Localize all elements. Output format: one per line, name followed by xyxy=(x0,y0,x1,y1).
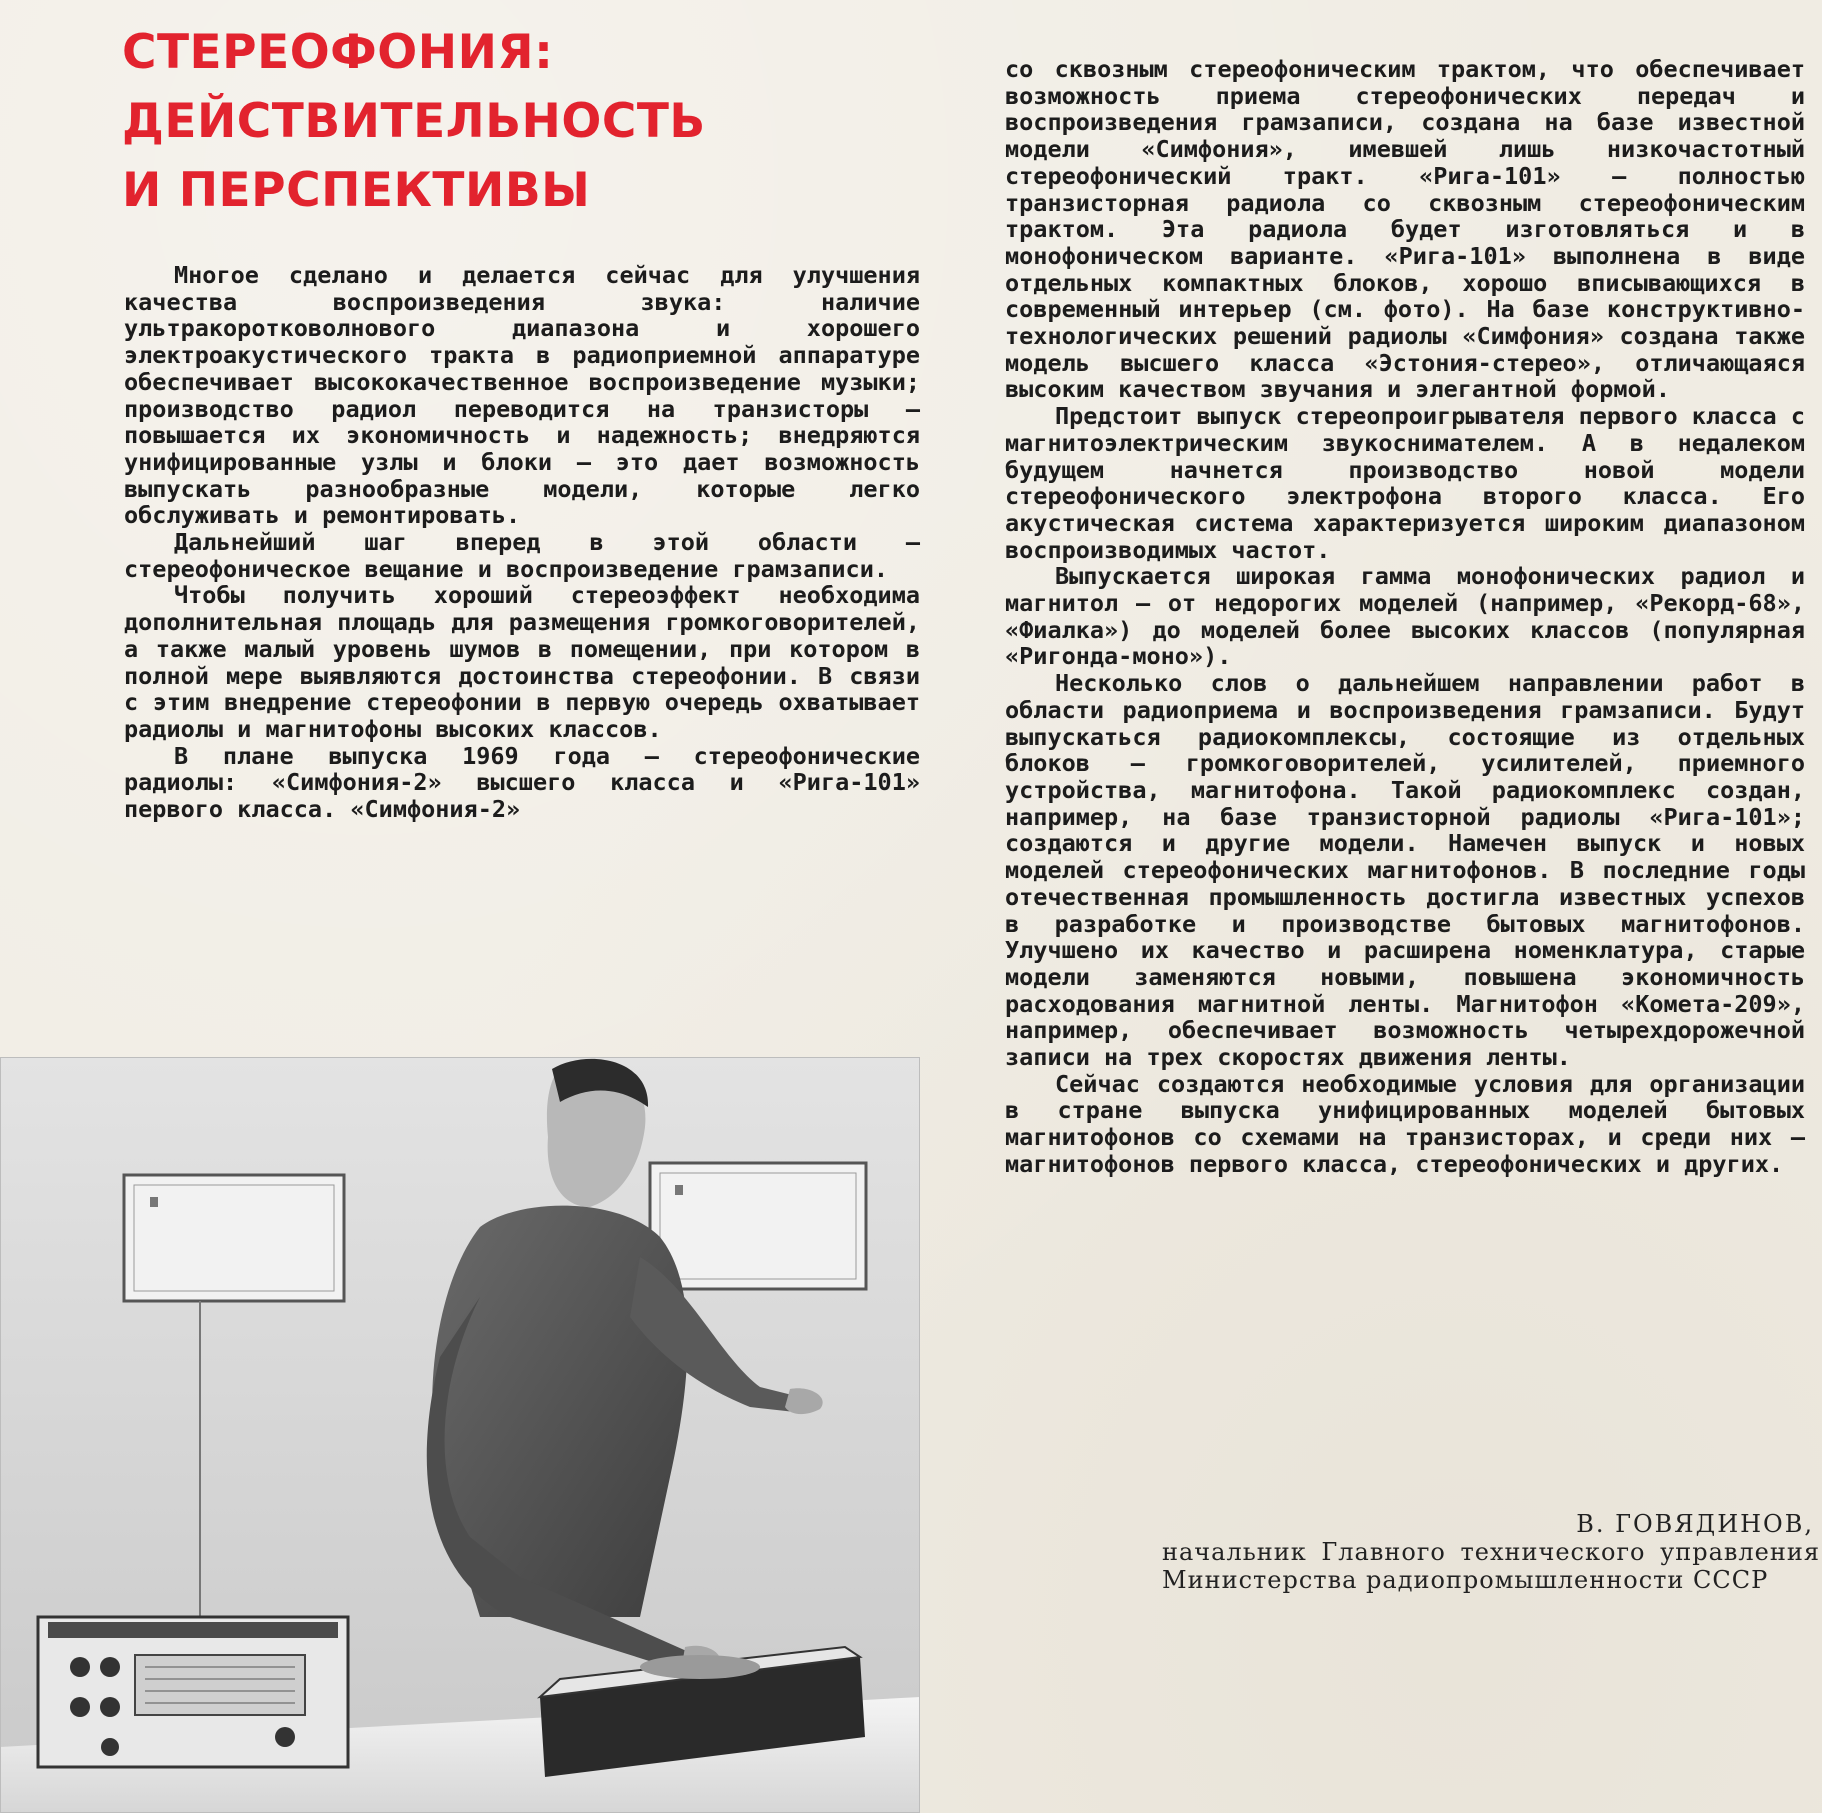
right-paragraph-3: Выпускается широкая гамма монофонических радиол и магнитол — от недорогих моделей (например, «Рекорд-68», «Фиалка») до моделей более высоких классов (популярная «Ригонда-моно»). xyxy=(1005,562,1805,671)
left-paragraph-3: Чтобы получить хороший стереоэффект необходима дополнительная площадь для размещения громкоговорителей, а также малый уровень шумов в помещении, при котором в полной мере выявляются достоинства стереофонии. В связи с этим внедрение стереофонии в первую очередь охватывает радиолы и магнитофоны высоких классов. xyxy=(124,581,920,743)
photo-illustration xyxy=(0,1057,920,1813)
right-paragraph-2: Предстоит выпуск стереопроигрывателя первого класса с магнитоэлектрическим звукоснимателем. А в недалеком будущем начнется производство новой модели стереофонического электрофона второго класса. Его акустическая система характеризуется широким диапазоном воспроизводимых частот. xyxy=(1005,402,1805,564)
left-text-column xyxy=(124,262,920,823)
radiola-unit xyxy=(38,1617,348,1767)
title-line-2: ДЕЙСТВИТЕЛЬНОСТЬ xyxy=(122,94,706,149)
right-paragraph-5: Сейчас создаются необходимые условия для организации в стране выпуска унифицированных моделей бытовых магнитофонов со схемами на транзисторах, и среди них — магнитофонов первого класса, стереофонических и других. xyxy=(1005,1069,1805,1178)
author-signature xyxy=(1100,1510,1820,1594)
right-paragraph-4: Несколько слов о дальнейшем направлении работ в области радиоприема и воспроизведения грамзаписи. Будут выпускаться радиокомплексы, состоящие из отдельных блоков — громкоговорителей, усилителей, приемного устройства, магнитофона. Такой радиокомплекс создан, например, на базе транзисторной радиолы «Рига-101»; создаются и другие модели. Намечен выпуск и новых моделей стереофонических магнитофонов. В последние годы отечественная промышленность достигла известных успехов в разработке и производстве бытовых магнитофонов. Улучшено их качество и расширена номенклатура, старые модели заменяются новыми, повышена экономичность расходования магнитной ленты. Магнитофон «Комета-209», например, обеспечивает возможность четырехдорожечной записи на трех скоростях движения ленты. xyxy=(1005,669,1805,1072)
right-text-column xyxy=(1005,56,1805,1178)
author-name: В. ГОВЯДИНОВ, xyxy=(1576,1510,1814,1538)
left-paragraph-2: Дальнейший шаг вперед в этой области — стереофоническое вещание и воспроизведение грамзаписи. xyxy=(124,528,920,583)
left-paragraph-1: Многое сделано и делается сейчас для улучшения качества воспроизведения звука: наличие ультракоротковолнового диапазона и хорошего электроакустического тракта в радиоприемной аппаратуре обеспечивает высококачественное воспроизведение музыки; производство радиол переводится на транзисторы — повышается их экономичность и надежность; внедряются унифицированные узлы и блоки — это дает возможность выпускать разнообразные модели, которые легко обслуживать и ремонтировать. xyxy=(124,261,920,530)
author-role: начальник Главного технического управления Министерства радиопромышленности СССР xyxy=(1162,1538,1820,1594)
title-line-3: И ПЕРСПЕКТИВЫ xyxy=(122,163,591,218)
article-photo xyxy=(0,1057,920,1813)
right-paragraph-1: со сквозным стереофоническим трактом, что обеспечивает возможность приема стереофонических передач и воспроизведения грамзаписи, создана на базе известной модели «Симфония», имевшей лишь низкочастотный стереофонический тракт. «Рига-101» — полностью транзисторная радиола со сквозным стереофоническим трактом. Эта радиола будет изготовляться и в монофоническом варианте. «Рига-101» выполнена в виде отдельных компактных блоков, хорошо вписывающихся в современный интерьер (см. фото). На базе конструктивно-технологических решений радиолы «Симфония» создана также модель высшего класса «Эстония-стерео», отличающаяся высоким качеством звучания и элегантной формой. xyxy=(1005,55,1805,404)
title-line-1: СТЕРЕОФОНИЯ: xyxy=(122,25,554,80)
left-speaker xyxy=(124,1175,344,1301)
article-title xyxy=(122,18,822,225)
left-paragraph-4: В плане выпуска 1969 года — стереофонические радиолы: «Симфония-2» высшего класса и «Рига-101» первого класса. «Симфония-2» xyxy=(124,741,920,824)
right-speaker xyxy=(650,1163,866,1289)
